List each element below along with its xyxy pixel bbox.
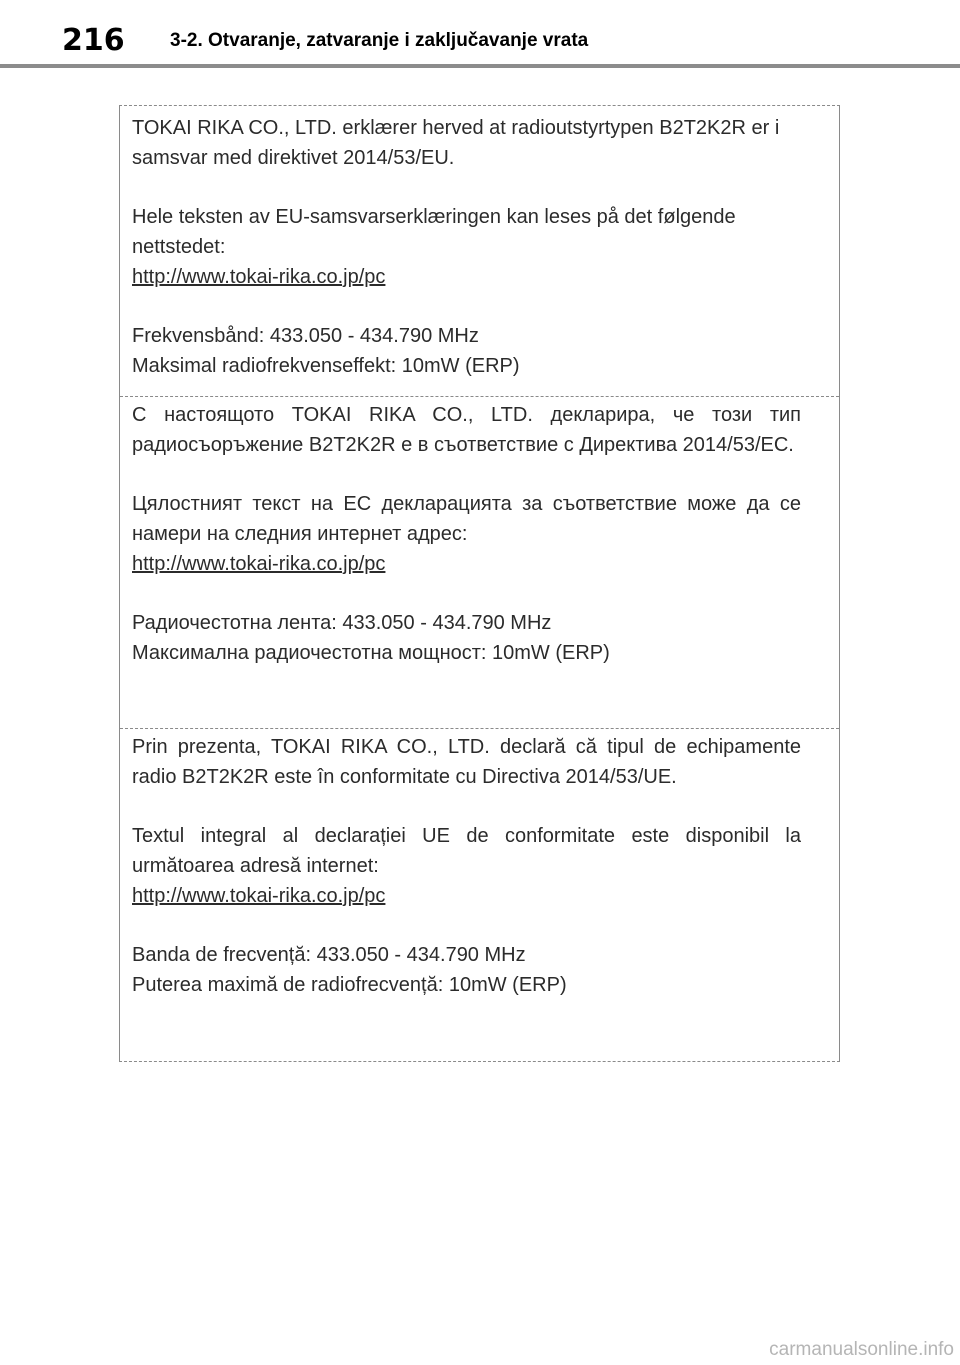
max-power: Maksimal radiofrekvenseffekt: 10mW (ERP) [132,355,520,377]
declaration-text: Prin prezenta, TOKAI RIKA CO., LTD. declară că tipul de echipamente radio B2T2K2R este în conformitate cu Directiva 2014/53/UE. [132,736,801,788]
notice-section-romanian [120,728,839,1062]
declaration-text: С настоящото TOKAI RIKA CO., LTD. декларира, че този тип радиосъоръжение B2T2K2R е в съответствие с Директива 2014/53/ЕС. [132,404,801,456]
declaration-link[interactable]: http://www.tokai-rika.co.jp/pc [132,266,386,288]
frequency-band: Радиочестотна лента: 433.050 - 434.790 MHz [132,612,552,634]
page-number: 216 [62,23,125,58]
frequency-band: Banda de frecvență: 433.050 - 434.790 MHz [132,944,526,966]
page-header [0,0,960,66]
header-divider [0,64,960,68]
notice-section-norwegian [120,106,839,396]
fulltext-notice: Цялостният текст на ЕС декларацията за съответствие може да се намери на следния интернет адрес: [132,493,801,545]
frequency-band: Frekvensbånd: 433.050 - 434.790 MHz [132,325,479,347]
compliance-notice-box [119,105,840,1062]
declaration-text: TOKAI RIKA CO., LTD. erklærer herved at radioutstyrtypen B2T2K2R er i samsvar med direktivet 2014/53/EU. [132,117,780,169]
max-power: Максимална радиочестотна мощност: 10mW (ERP) [132,642,610,664]
declaration-link[interactable]: http://www.tokai-rika.co.jp/pc [132,553,386,575]
fulltext-notice: Hele teksten av EU-samsvarserklæringen kan leses på det følgende nettstedet: [132,206,736,258]
section-title: 3-2. Otvaranje, zatvaranje i zaključavanje vrata [170,30,589,51]
fulltext-notice: Textul integral al declarației UE de conformitate este disponibil la următoarea adresă internet: [132,825,801,877]
site-watermark: carmanualsonline.info [769,1339,954,1360]
declaration-link[interactable]: http://www.tokai-rika.co.jp/pc [132,885,386,907]
max-power: Puterea maximă de radiofrecvență: 10mW (ERP) [132,974,567,996]
notice-section-bulgarian [120,396,839,728]
